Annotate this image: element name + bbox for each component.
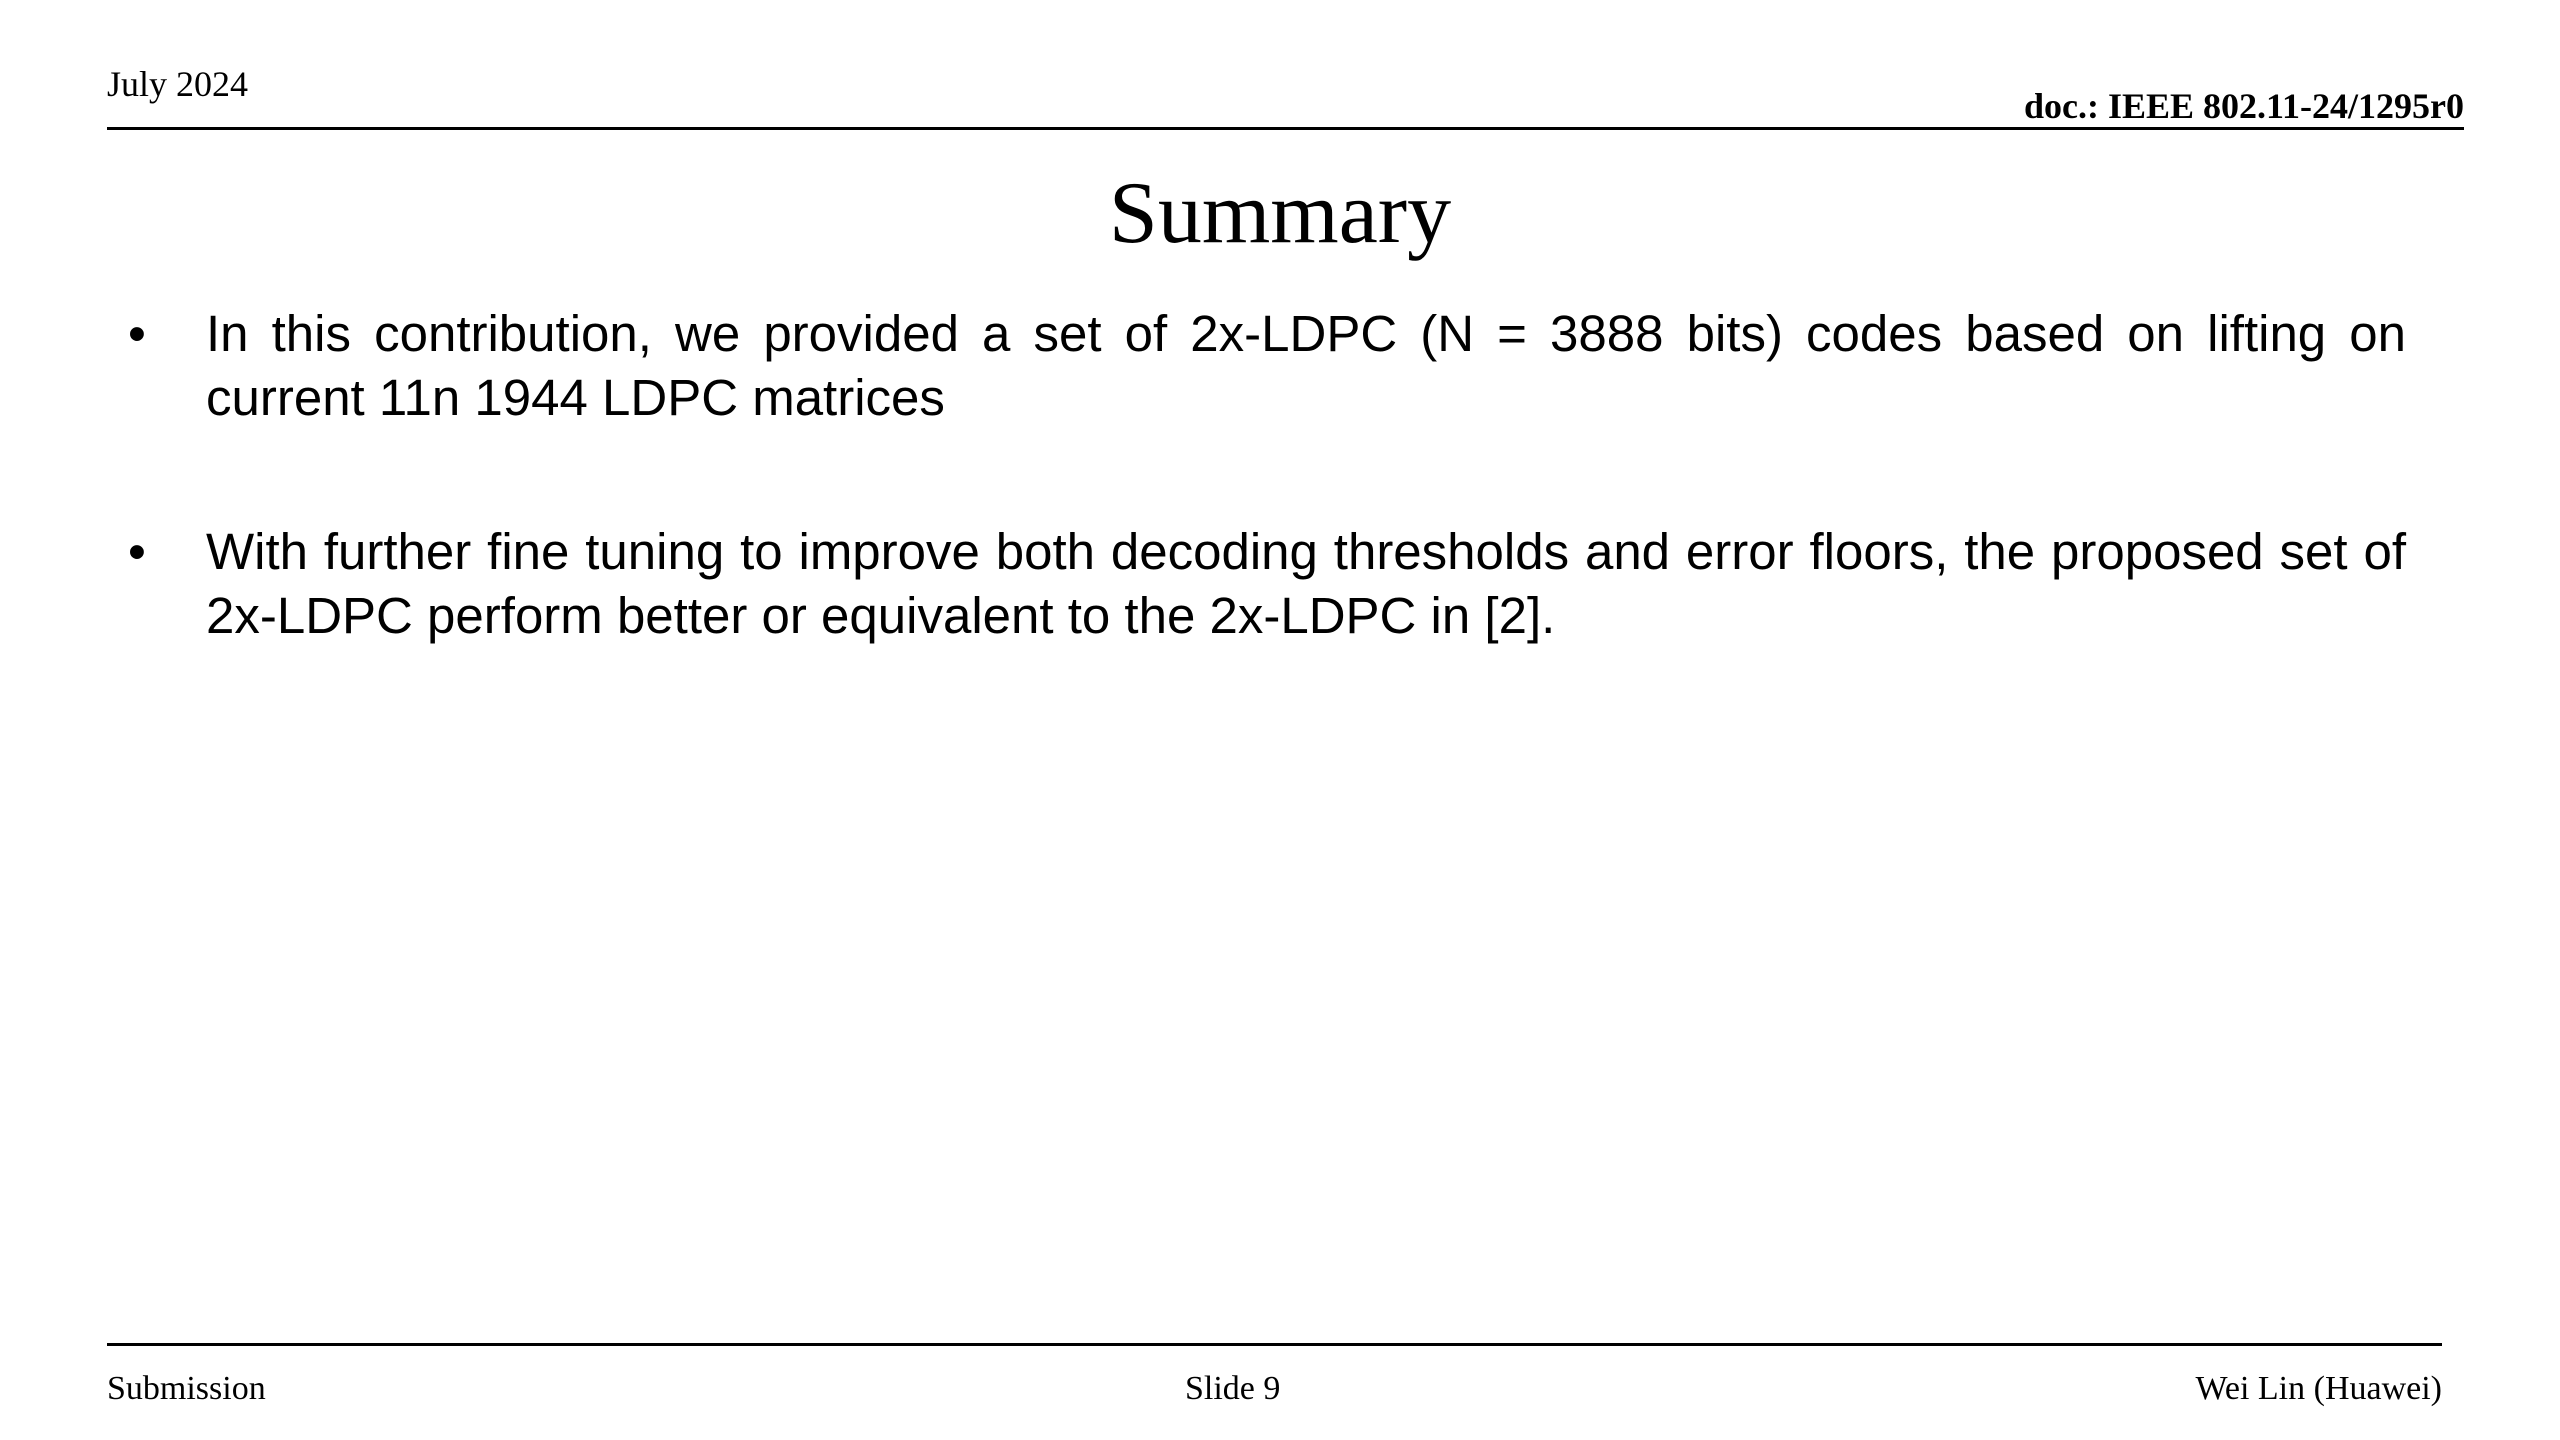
bullet-dot-icon: •	[128, 523, 146, 580]
footer-slide-number: Slide 9	[1185, 1370, 1281, 1407]
bullet-text: With further fine tuning to improve both decoding thresholds and error floors, the proposed set of 2x-LDPC perform better or equivalent to the 2x-LDPC in [2].	[206, 523, 2406, 644]
header-doc-id: doc.: IEEE 802.11-24/1295r0	[2023, 86, 2464, 126]
header-divider	[107, 127, 2464, 130]
footer-author: Wei Lin (Huawei)	[2195, 1370, 2442, 1407]
bullet-list	[126, 302, 2406, 738]
bullet-text: In this contribution, we provided a set of 2x-LDPC (N = 3888 bits) codes based on lifting on current 11n 1944 LDPC matrices	[206, 305, 2406, 426]
slide-title: Summary	[1108, 165, 1452, 262]
header-date: July 2024	[107, 64, 249, 104]
bullet-dot-icon: •	[128, 305, 146, 362]
bullet-item	[126, 520, 2406, 648]
footer-divider	[107, 1343, 2442, 1346]
bullet-item	[126, 302, 2406, 430]
footer-submission: Submission	[107, 1370, 266, 1407]
